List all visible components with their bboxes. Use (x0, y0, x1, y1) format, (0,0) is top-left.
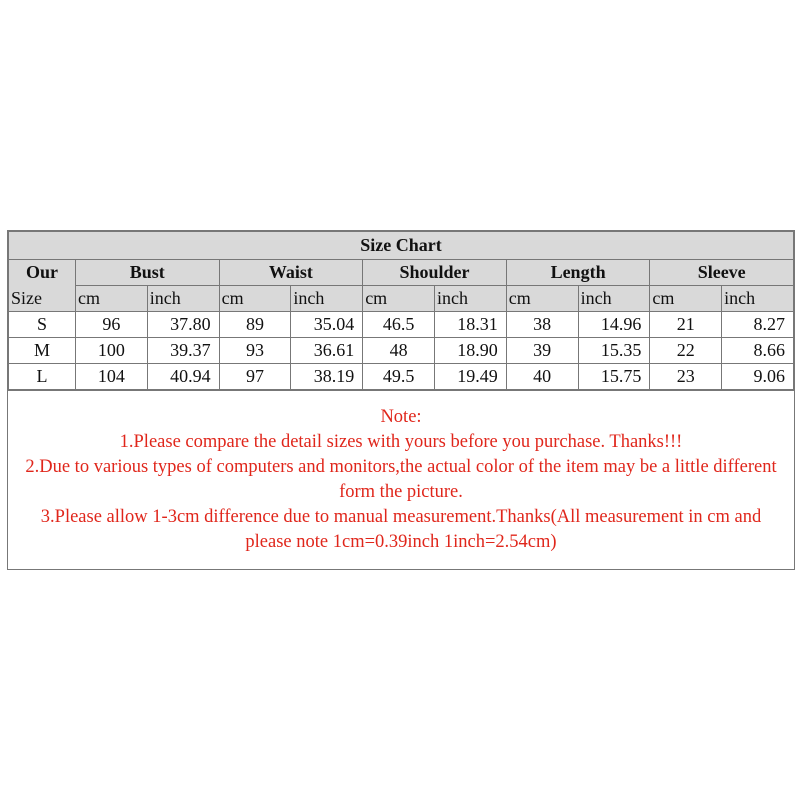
size-header-bottom: Size (9, 286, 76, 312)
table-cell: 38 (506, 312, 578, 338)
table-cell: 104 (76, 364, 148, 390)
size-header-top: Our (9, 260, 76, 286)
table-cell: 40.94 (147, 364, 219, 390)
table-cell: 40 (506, 364, 578, 390)
unit-cm: cm (506, 286, 578, 312)
table-cell: 93 (219, 338, 291, 364)
size-label: S (9, 312, 76, 338)
table-cell: 8.27 (722, 312, 794, 338)
table-cell: 39.37 (147, 338, 219, 364)
table-cell: 46.5 (363, 312, 435, 338)
unit-inch: inch (434, 286, 506, 312)
table-cell: 100 (76, 338, 148, 364)
table-cell: 39 (506, 338, 578, 364)
note-line: 3.Please allow 1-3cm difference due to manual measurement.Thanks(All measurement in cm and please note 1cm=0.39inch 1inch=2.54cm) (40, 507, 762, 552)
group-header-sleeve: Sleeve (650, 260, 794, 286)
table-cell: 36.61 (291, 338, 363, 364)
table-cell: 97 (219, 364, 291, 390)
table-cell: 18.31 (434, 312, 506, 338)
table-cell: 96 (76, 312, 148, 338)
unit-inch: inch (147, 286, 219, 312)
notes-section (8, 390, 794, 569)
table-row (9, 312, 794, 338)
table-row (9, 338, 794, 364)
table-cell: 23 (650, 364, 722, 390)
unit-cm: cm (363, 286, 435, 312)
table-cell: 49.5 (363, 364, 435, 390)
note-line: 2.Due to various types of computers and monitors,the actual color of the item may be a little different form the picture. (25, 457, 777, 502)
size-chart (7, 230, 795, 570)
table-cell: 15.75 (578, 364, 650, 390)
chart-title: Size Chart (9, 232, 794, 260)
table-row (9, 364, 794, 390)
unit-cm: cm (76, 286, 148, 312)
notes-heading: Note: (380, 407, 422, 427)
table-cell: 19.49 (434, 364, 506, 390)
table-cell: 22 (650, 338, 722, 364)
table-cell: 21 (650, 312, 722, 338)
group-header-length: Length (506, 260, 650, 286)
unit-cm: cm (219, 286, 291, 312)
size-table (8, 231, 794, 390)
table-cell: 37.80 (147, 312, 219, 338)
note-line: 1.Please compare the detail sizes with yours before you purchase. Thanks!!! (119, 432, 683, 452)
table-cell: 48 (363, 338, 435, 364)
group-header-bust: Bust (76, 260, 220, 286)
table-cell: 8.66 (722, 338, 794, 364)
size-label: L (9, 364, 76, 390)
unit-inch: inch (291, 286, 363, 312)
unit-inch: inch (578, 286, 650, 312)
table-cell: 9.06 (722, 364, 794, 390)
unit-inch: inch (722, 286, 794, 312)
unit-cm: cm (650, 286, 722, 312)
table-cell: 35.04 (291, 312, 363, 338)
group-header-shoulder: Shoulder (363, 260, 507, 286)
size-label: M (9, 338, 76, 364)
table-cell: 38.19 (291, 364, 363, 390)
group-header-waist: Waist (219, 260, 363, 286)
table-cell: 18.90 (434, 338, 506, 364)
table-cell: 15.35 (578, 338, 650, 364)
table-cell: 14.96 (578, 312, 650, 338)
table-cell: 89 (219, 312, 291, 338)
